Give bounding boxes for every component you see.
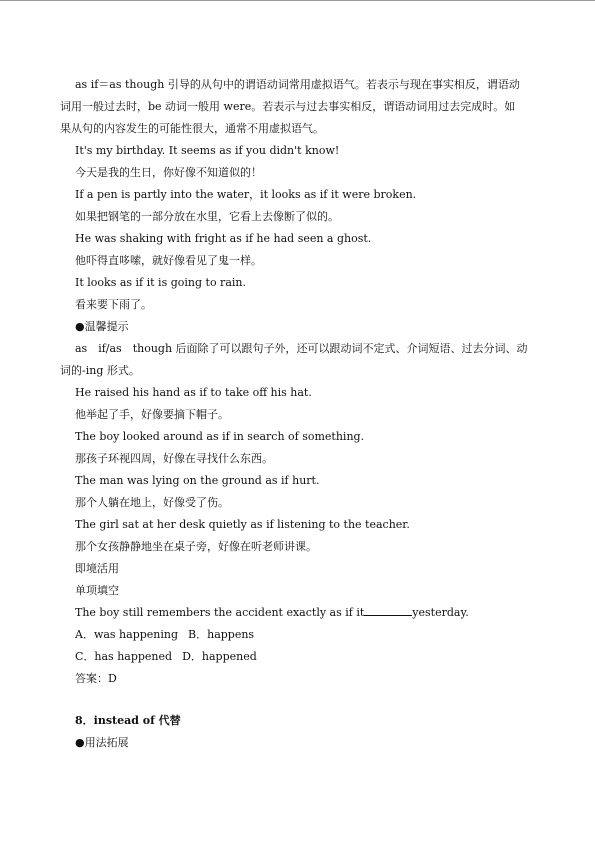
options-row-2 [60,646,546,668]
example-line: 他举起了手，好像要摘下帽子。 [75,408,229,421]
example-line: It looks as if it is going to rain. [75,276,246,289]
usage-heading [60,732,546,754]
option-c: C．has happened [75,650,173,663]
example-line: 那个女孩静静地坐在桌子旁，好像在听老师讲课。 [75,540,317,553]
intro-line-2: 词用一般过去时，be 动词一般用 were。若表示与过去事实相反，谓语动词用过去完成时。如 [60,100,516,113]
example-line: 看来要下雨了。 [75,298,152,311]
exercise-question [60,602,546,624]
example-line: The man was lying on the ground as if hurt. [75,474,320,487]
section-heading: 8．instead of 代替 [75,714,181,727]
example-line: The girl sat at her desk quietly as if listening to the teacher. [75,518,410,531]
exercise-section-title: 即境活用 [75,562,119,575]
example-line: If a pen is partly into the water，it looks as if it were broken. [75,188,417,201]
answer-line: 答案：D [75,672,117,685]
example-line: 今天是我的生日，你好像不知道似的！ [75,166,262,179]
option-a: A．was happening [75,628,179,641]
intro-line-3: 果从句的内容发生的可能性很大，通常不用虚拟语气。 [60,122,324,135]
exercise-type: 单项填空 [75,584,119,597]
example-line: 如果把钢笔的一部分放在水里，它看上去像断了似的。 [75,210,339,223]
intro-line-1: as if＝as though 引导的从句中的谓语动词常用虚拟语气。若表示与现在事实相反，谓语动 [75,78,520,91]
section-gap [60,690,546,710]
usage-label: 用法拓展 [84,736,129,749]
tip-line-1: as if/as though 后面除了可以跟句子外，还可以跟动词不定式、介词短语、过去分词、动 [75,342,528,355]
intro-paragraph [60,74,546,140]
option-d: D．happened [182,650,257,663]
example-line: 那个人躺在地上，好像受了伤。 [75,496,229,509]
option-b: B．happens [188,628,255,641]
tip-label: 温馨提示 [84,320,129,333]
tip-line-2: 词的-ing 形式。 [60,364,140,377]
bullet-icon: ● [75,736,85,749]
answer-blank [364,604,412,616]
bullet-icon: ● [75,320,85,333]
question-text-after: yesterday. [412,606,469,619]
tip-heading [60,316,546,338]
example-line: The boy looked around as if in search of something. [75,430,365,443]
example-line: He raised his hand as if to take off his hat. [75,386,312,399]
document-body [60,74,546,754]
question-text-before: The boy still remembers the accident exactly as if it [75,606,365,619]
example-line: 那孩子环视四周，好像在寻找什么东西。 [75,452,273,465]
example-line: He was shaking with fright as if he had seen a ghost. [75,232,372,245]
options-row-1 [60,624,546,646]
example-line: It's my birthday. It seems as if you didn't know! [75,144,340,157]
example-line: 他吓得直哆嗦，就好像看见了鬼一样。 [75,254,262,267]
tip-paragraph [60,338,546,382]
top-rule [0,0,595,1]
